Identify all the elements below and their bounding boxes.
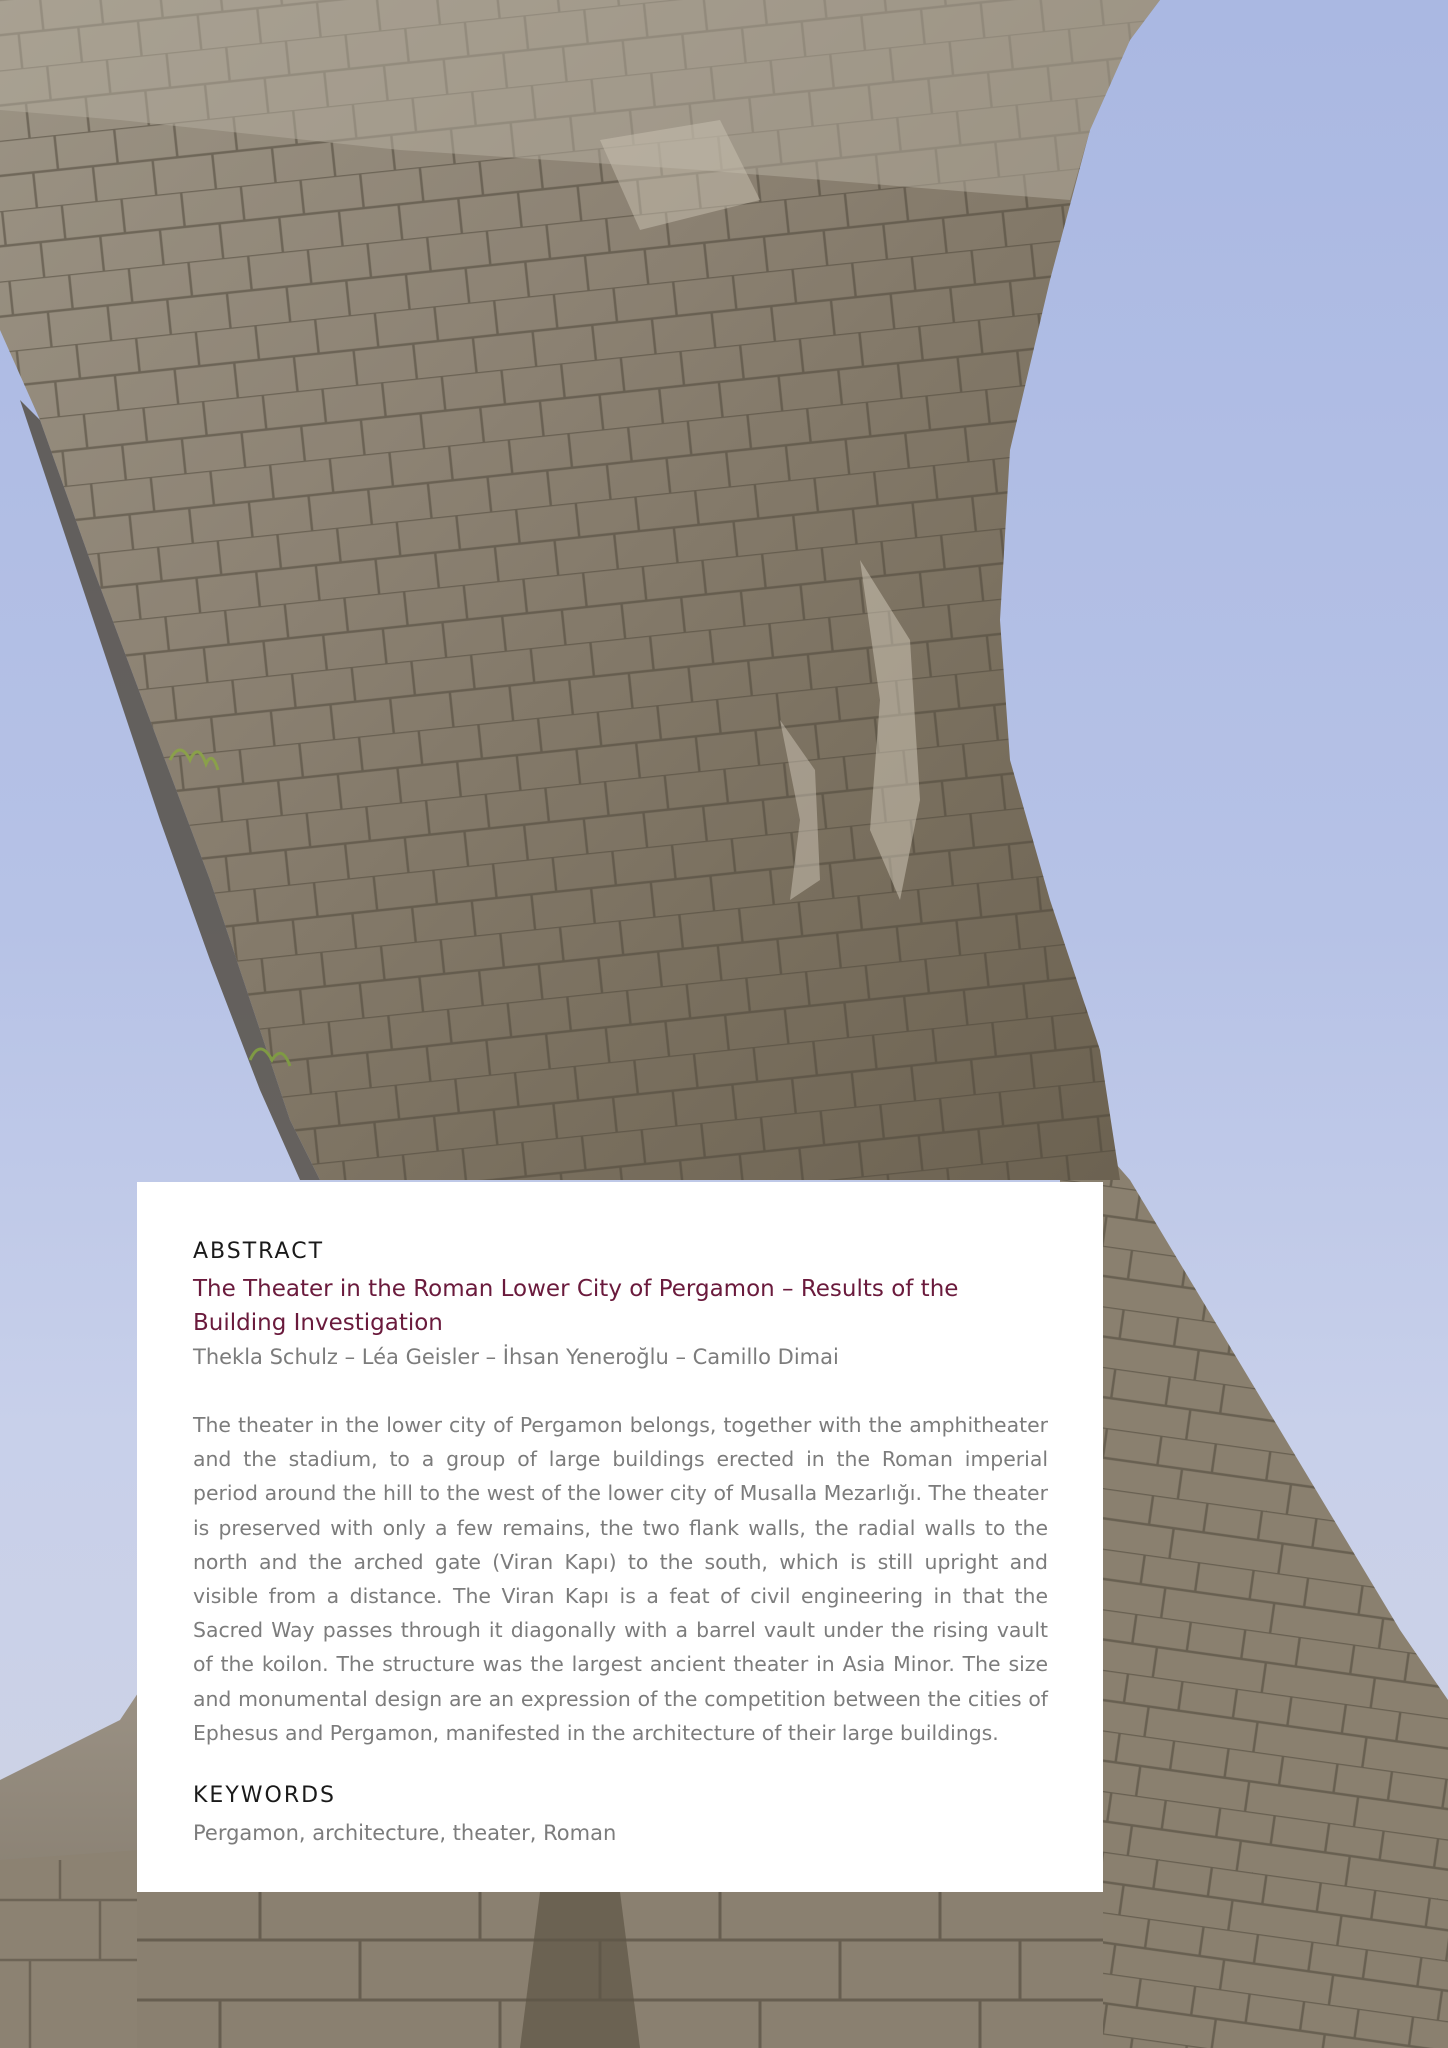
authors-line: Thekla Schulz – Léa Geisler – İhsan Yeneroğlu – Camillo Dimai <box>193 1345 839 1369</box>
abstract-heading: ABSTRACT <box>193 1239 325 1264</box>
abstract-text: The theater in the lower city of Pergamon belongs, together with the amphitheater and the stadium, to a group of large buildings erected in the Roman imperial period around the hill to the west of the lower city of Musalla Mezarlığı. The theater is preserved with only a few remains, the two flank walls, the radial walls to the north and the arched gate (Viran Kapı) to the south, which is still upright and visible from a distance. The Viran Kapı is a feat of civil engineering in that the Sacred Way passes through it diagonally with a barrel vault under the rising vault of the koilon. The structure was the largest ancient theater in Asia Minor. The size and monumental design are an expression of the competition between the cities of Ephesus and Pergamon, manifested in the architecture of their large buildings. <box>193 1413 1048 1745</box>
keywords-heading: KEYWORDS <box>193 1783 337 1809</box>
article-title: The Theater in the Roman Lower City of Pergamon – Results of the Building Investigation <box>193 1276 959 1336</box>
abstract-panel <box>137 1182 1103 1892</box>
keywords-text: Pergamon, architecture, theater, Roman <box>193 1821 617 1846</box>
